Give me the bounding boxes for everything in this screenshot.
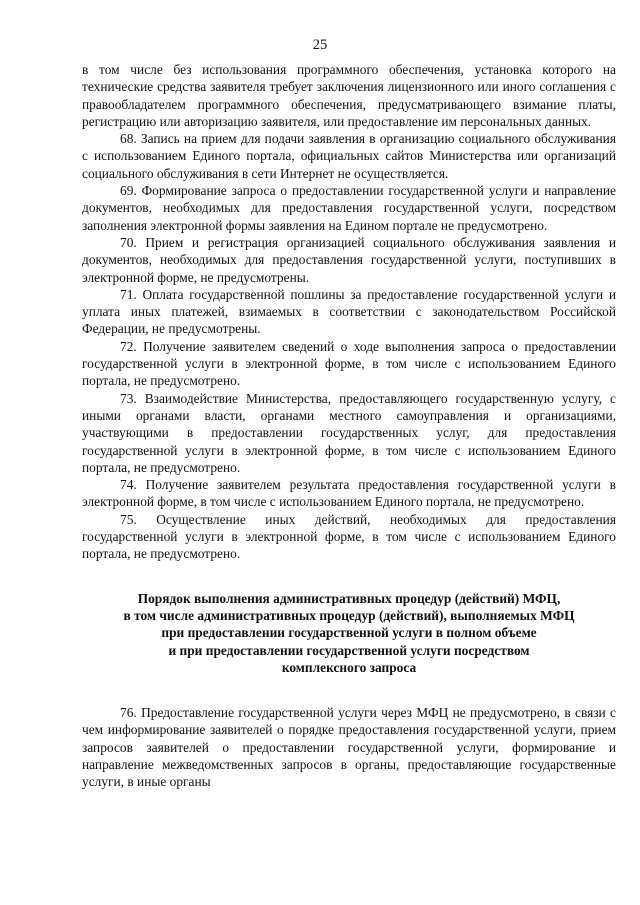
paragraph-70: 70. Прием и регистрация организацией социального обслуживания заявления и документов, необходимых для предоставления государственной услуги, поступивших в электронной форме, не предусмотрены.: [82, 234, 616, 285]
section-heading: [82, 590, 616, 676]
paragraph-68: 68. Запись на прием для подачи заявления в организацию социального обслуживания с использованием Единого портала, официальных сайтов Министерства или организаций социального обслуживания в сети Интернет не осуществляется.: [82, 131, 616, 181]
document-body: [82, 61, 616, 791]
paragraph-73: 73. Взаимодействие Министерства, предоставляющего государственную услугу, с иными органами власти, органами местного самоуправления и организациями, участвующими в предоставлении государственных услуг, для предоставления государственной услуги в электронной форме, в том числе с использованием Единого портала, не предусмотрено.: [82, 390, 616, 475]
paragraph-continuation: в том числе без использования программного обеспечения, установка которого на технические средства заявителя требует заключения лицензионного или иного соглашения с правообладателем программного обеспечения, предусматривающего взимание платы, регистрацию или авторизацию заявителя, или предоставление им персональных данных.: [82, 62, 616, 129]
paragraph-69: 69. Формирование запроса о предоставлении государственной услуги и направление документов, необходимых для предоставления государственной услуги, посредством заполнения электронной формы заявления на Едином портале не предусмотрено.: [82, 183, 616, 233]
paragraph-75: 75. Осуществление иных действий, необходимых для предоставления государственной услуги в электронной форме, в том числе с использованием Единого портала, не предусмотрено.: [82, 511, 616, 562]
heading-line: и при предоставлении государственной услуги посредством: [168, 642, 530, 658]
page-number: 25: [312, 37, 328, 53]
heading-line: в том числе административных процедур (действий), выполняемых МФЦ: [123, 607, 575, 623]
heading-line: Порядок выполнения административных процедур (действий) МФЦ,: [137, 590, 561, 606]
heading-line: комплексного запроса: [281, 659, 417, 675]
paragraph-71: 71. Оплата государственной пошлины за предоставление государственной услуги и уплата иных платежей, взимаемых в соответствии с законодательством Российской Федерации, не предусмотрены.: [82, 286, 616, 337]
heading-line: при предоставлении государственной услуги в полном объеме: [161, 625, 537, 641]
paragraph-74: 74. Получение заявителем результата предоставления государственной услуги в электронной форме, в том числе с использованием Единого портала, не предусмотрено.: [82, 477, 616, 510]
paragraph-76: 76. Предоставление государственной услуги через МФЦ не предусмотрено, в связи с чем информирование заявителей о порядке предоставления государственной услуги, прием запросов заявителей о предоставлении государственной услуги, формирование и направление межведомственных запросов в органы, предоставляющие государственные услуги, в иные органы: [82, 705, 616, 790]
paragraph-72: 72. Получение заявителем сведений о ходе выполнения запроса о предоставлении государственной услуги в электронной форме, в том числе с использованием Единого портала, не предусмотрено.: [82, 338, 616, 389]
